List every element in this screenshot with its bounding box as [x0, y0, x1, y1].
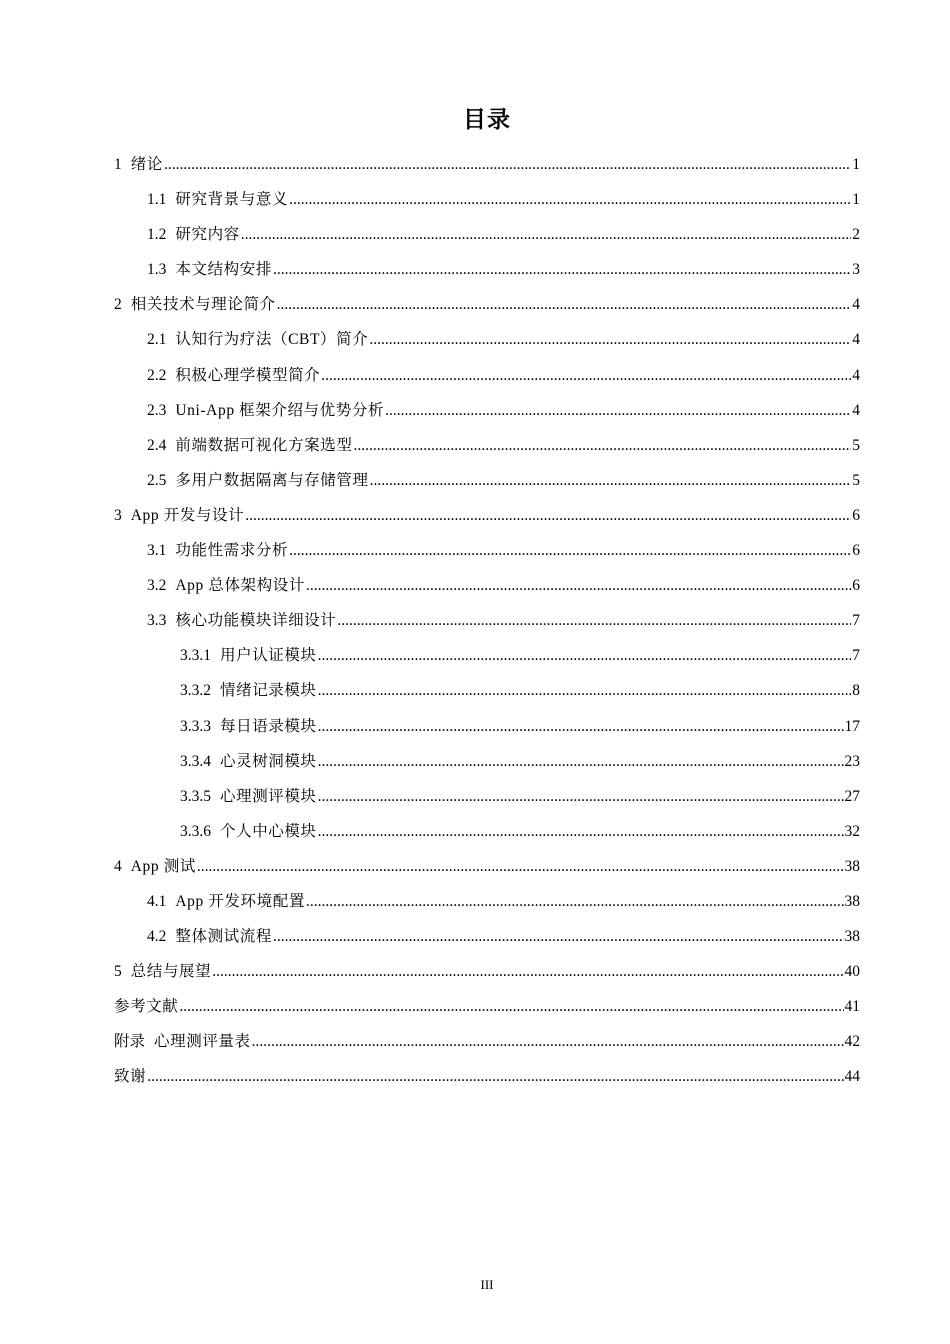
toc-entry-number: 2.1 [147, 331, 167, 349]
toc-dot-leader [245, 498, 851, 533]
toc-dot-leader [212, 954, 843, 989]
toc-entry-title: 本文结构安排 [175, 261, 272, 279]
toc-dot-leader [337, 603, 851, 638]
toc-entry-number: 3 [114, 506, 122, 524]
toc-entry-title: App 测试 [130, 857, 196, 875]
toc-entry-title: App 总体架构设计 [175, 577, 305, 595]
toc-entry[interactable] [114, 603, 860, 638]
toc-entry-number: 3.3.3 [180, 717, 211, 735]
toc-entry-page: 40 [844, 963, 860, 981]
toc-entry-page: 1 [852, 191, 860, 209]
toc-entry-page: 4 [852, 401, 860, 419]
toc-dot-leader [241, 217, 851, 252]
toc-entry-title: 研究内容 [175, 226, 240, 244]
toc-dot-leader [318, 638, 852, 673]
toc-entry-number: 3.3.6 [180, 822, 211, 840]
toc-entry-title: 心理测评量表 [154, 1033, 251, 1051]
toc-entry[interactable] [114, 814, 860, 849]
table-of-contents [114, 147, 860, 1095]
toc-entry-page: 6 [852, 542, 860, 560]
toc-entry[interactable] [114, 919, 860, 954]
toc-entry-title: 致谢 [114, 1068, 147, 1086]
toc-entry-page: 2 [852, 226, 860, 244]
toc-dot-leader [197, 849, 844, 884]
toc-entry[interactable] [114, 779, 860, 814]
toc-dot-leader [353, 428, 851, 463]
toc-entry-number: 2.2 [147, 366, 167, 384]
toc-entry-title: 个人中心模块 [220, 822, 317, 840]
toc-entry-page: 27 [844, 787, 860, 805]
toc-entry[interactable] [114, 849, 860, 884]
toc-entry-number: 4.1 [147, 892, 167, 910]
toc-entry-title: 用户认证模块 [220, 647, 317, 665]
toc-dot-leader [252, 1024, 844, 1059]
toc-entry-page: 32 [844, 822, 860, 840]
toc-entry-page: 1 [852, 156, 860, 173]
toc-dot-leader [318, 744, 844, 779]
toc-entry-number: 3.3 [147, 612, 167, 630]
toc-entry-page: 41 [844, 998, 860, 1016]
toc-entry-number: 5 [114, 963, 122, 981]
toc-entry-page: 38 [844, 892, 860, 910]
toc-entry-title: 情绪记录模块 [220, 682, 317, 700]
toc-entry-title: 心理测评模块 [220, 787, 317, 805]
toc-dot-leader [369, 322, 851, 357]
toc-entry-title: 多用户数据隔离与存储管理 [175, 471, 369, 489]
toc-entry[interactable] [114, 287, 860, 322]
toc-dot-leader [289, 182, 851, 217]
toc-entry[interactable] [114, 884, 860, 919]
toc-entry-title: 功能性需求分析 [175, 542, 289, 560]
toc-entry-title: 心灵树洞模块 [220, 752, 317, 770]
toc-entry-number: 1.3 [147, 261, 167, 279]
toc-dot-leader [273, 919, 844, 954]
toc-entry-title: 参考文献 [114, 998, 179, 1016]
toc-entry[interactable] [114, 147, 860, 182]
toc-entry-page: 5 [852, 436, 860, 454]
toc-entry-number: 1.2 [147, 226, 167, 244]
toc-entry-number: 3.1 [147, 542, 167, 560]
toc-title: 目录 [463, 107, 511, 133]
toc-dot-leader [318, 709, 844, 744]
toc-entry-page: 4 [852, 331, 860, 349]
toc-dot-leader [179, 989, 843, 1024]
toc-entry[interactable] [114, 252, 860, 287]
toc-entry-number: 1.1 [147, 191, 167, 209]
toc-entry-page: 44 [844, 1068, 860, 1086]
toc-entry-title: App 开发与设计 [130, 506, 245, 524]
toc-entry-page: 8 [852, 682, 860, 700]
toc-entry[interactable] [114, 954, 860, 989]
toc-dot-leader [318, 779, 844, 814]
toc-entry[interactable] [114, 182, 860, 217]
toc-entry-title: 积极心理学模型简介 [175, 366, 321, 384]
toc-entry-page: 4 [852, 366, 860, 384]
toc-dot-leader [318, 673, 852, 708]
toc-entry-number: 附录 [114, 1033, 146, 1051]
toc-entry-number: 2.5 [147, 471, 167, 489]
toc-entry-page: 4 [852, 296, 860, 314]
toc-entry[interactable] [114, 393, 860, 428]
toc-entry[interactable] [114, 638, 860, 673]
toc-entry[interactable] [114, 463, 860, 498]
toc-entry-title: 每日语录模块 [220, 717, 317, 735]
toc-entry-page: 42 [844, 1033, 860, 1051]
toc-entry-number: 3.3.1 [180, 647, 211, 665]
toc-entry-number: 4.2 [147, 928, 167, 946]
toc-entry-number: 3.2 [147, 577, 167, 595]
toc-entry-title: 认知行为疗法（CBT）简介 [175, 331, 369, 349]
toc-entry[interactable] [114, 568, 860, 603]
toc-entry[interactable] [114, 1024, 860, 1059]
toc-entry-number: 2 [114, 296, 122, 314]
toc-entry[interactable] [114, 498, 860, 533]
toc-dot-leader [318, 814, 844, 849]
toc-entry-title: 核心功能模块详细设计 [175, 612, 337, 630]
toc-dot-leader [321, 358, 851, 393]
toc-dot-leader [306, 884, 844, 919]
toc-entry-title: 绪论 [130, 156, 163, 173]
toc-dot-leader [147, 1059, 843, 1094]
toc-dot-leader [385, 393, 851, 428]
toc-entry-page: 38 [844, 857, 860, 875]
toc-entry-title: 前端数据可视化方案选型 [175, 436, 353, 454]
toc-entry-title: 研究背景与意义 [175, 191, 289, 209]
toc-entry[interactable] [114, 358, 860, 393]
toc-dot-leader [306, 568, 851, 603]
toc-entry-page: 3 [852, 261, 860, 279]
toc-entry[interactable] [114, 533, 860, 568]
toc-entry-number: 3.3.2 [180, 682, 211, 700]
toc-entry[interactable] [114, 989, 860, 1024]
toc-entry[interactable] [114, 709, 860, 744]
toc-entry-page: 7 [852, 612, 860, 630]
toc-entry[interactable] [114, 1059, 860, 1094]
toc-entry-page: 23 [844, 752, 860, 770]
toc-entry-title: App 开发环境配置 [175, 892, 305, 910]
toc-entry-title: 总结与展望 [130, 963, 212, 981]
page-number: III [480, 1277, 494, 1292]
toc-entry[interactable] [114, 322, 860, 357]
toc-entry[interactable] [114, 217, 860, 252]
toc-entry-title: 相关技术与理论简介 [130, 296, 276, 314]
toc-entry-page: 38 [844, 928, 860, 946]
toc-entry-number: 1 [114, 156, 122, 173]
toc-entry-page: 6 [852, 577, 860, 595]
toc-entry-page: 17 [844, 717, 860, 735]
toc-dot-leader [273, 252, 851, 287]
toc-entry-number: 3.3.5 [180, 787, 211, 805]
toc-entry-number: 4 [114, 857, 122, 875]
toc-dot-leader [289, 533, 851, 568]
toc-entry-title: Uni-App 框架介绍与优势分析 [175, 401, 385, 419]
toc-dot-leader [164, 147, 851, 182]
toc-dot-leader [277, 287, 852, 322]
toc-entry-title: 整体测试流程 [175, 928, 272, 946]
toc-entry[interactable] [114, 744, 860, 779]
toc-entry-number: 3.3.4 [180, 752, 211, 770]
toc-entry-page: 5 [852, 471, 860, 489]
toc-dot-leader [370, 463, 852, 498]
toc-entry[interactable] [114, 673, 860, 708]
toc-entry-page: 6 [852, 506, 860, 524]
toc-entry-page: 7 [852, 647, 860, 665]
toc-entry-number: 2.4 [147, 436, 167, 454]
toc-entry[interactable] [114, 428, 860, 463]
toc-entry-number: 2.3 [147, 401, 167, 419]
